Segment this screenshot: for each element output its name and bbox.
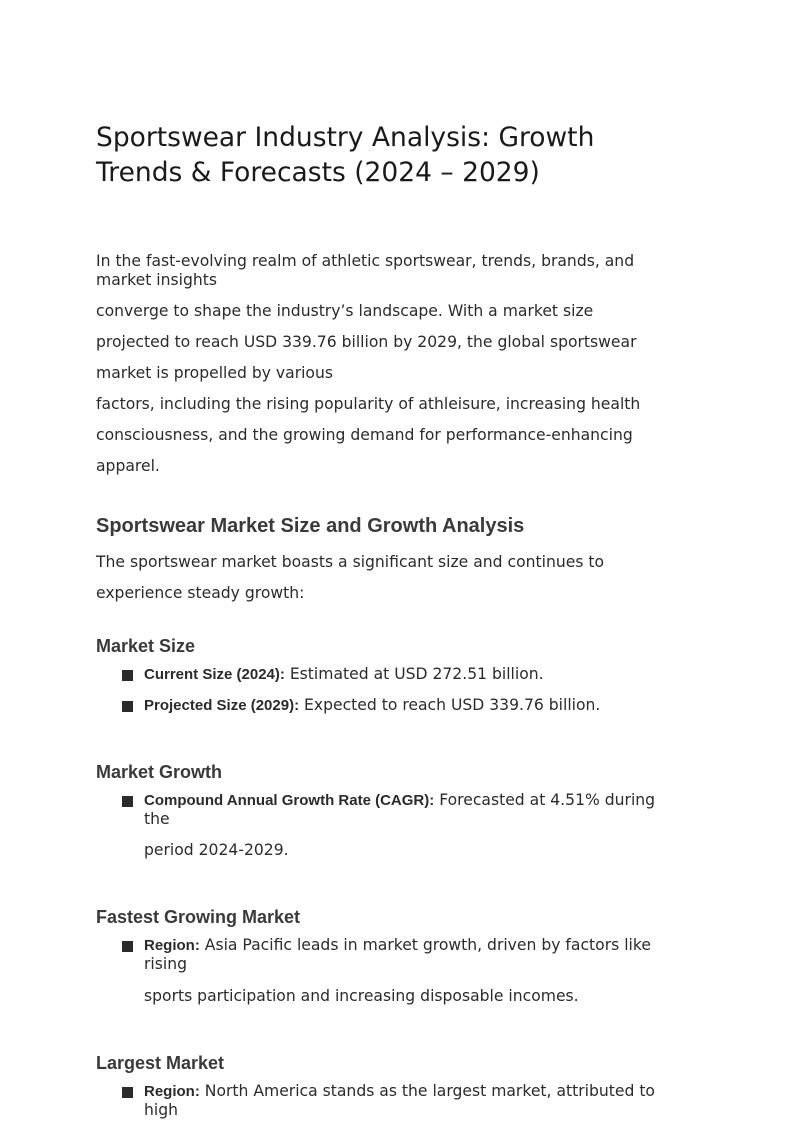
intro-line: apparel. [96, 457, 160, 475]
section-heading: Sportswear Market Size and Growth Analysis [96, 515, 525, 537]
market-size-item [144, 696, 600, 715]
market-size-heading: Market Size [96, 636, 196, 656]
market-size-item [144, 665, 544, 684]
intro-line: consciousness, and the growing demand for performance-enhancing [96, 426, 633, 444]
market-growth-heading: Market Growth [96, 762, 223, 782]
item-label: Current Size (2024): [144, 666, 285, 683]
item-text: Estimated at USD 272.51 billion. [284, 665, 544, 683]
section-line: experience steady growth: [96, 584, 305, 602]
item-text: Forecasted at 4.51% during [434, 791, 656, 809]
item-text-wrap: high [144, 1101, 178, 1119]
item-text-wrap: rising [144, 955, 187, 973]
intro-line: converge to shape the industry’s landscape. With a market size [96, 302, 594, 320]
intro-line: market insights [96, 271, 217, 289]
item-text: Expected to reach USD 339.76 billion. [299, 696, 601, 714]
fastest-market-heading: Fastest Growing Market [96, 907, 301, 927]
fastest-market-item [144, 936, 651, 955]
item-label: Region: [144, 1083, 200, 1100]
bullet-square-icon [122, 941, 133, 952]
bullet-square-icon [122, 796, 133, 807]
item-text: North America stands as the largest market, attributed to [199, 1082, 655, 1100]
item-label: Projected Size (2029): [144, 697, 300, 714]
intro-line: market is propelled by various [96, 364, 333, 382]
item-text-continued: sports participation and increasing disposable incomes. [144, 987, 579, 1005]
bullet-square-icon [122, 701, 133, 712]
largest-market-item [144, 1082, 655, 1101]
bullet-square-icon [122, 1087, 133, 1098]
item-text-continued: period 2024-2029. [144, 841, 289, 859]
item-label: Compound Annual Growth Rate (CAGR): [144, 792, 435, 809]
market-growth-item [144, 791, 655, 810]
item-text: Asia Pacific leads in market growth, driven by factors like [199, 936, 651, 954]
page-title-line-1: Sportswear Industry Analysis: Growth [96, 122, 595, 153]
bullet-square-icon [122, 670, 133, 681]
item-text-wrap: the [144, 810, 170, 828]
intro-line: projected to reach USD 339.76 billion by 2029, the global sportswear [96, 333, 637, 351]
item-label: Region: [144, 937, 200, 954]
largest-market-heading: Largest Market [96, 1053, 225, 1073]
page-title-line-2: Trends & Forecasts (2024 – 2029) [96, 157, 540, 188]
section-line: The sportswear market boasts a significant size and continues to [96, 553, 605, 571]
intro-line: factors, including the rising popularity of athleisure, increasing health [96, 395, 641, 413]
intro-line: In the fast-evolving realm of athletic sportswear, trends, brands, and [96, 252, 635, 270]
